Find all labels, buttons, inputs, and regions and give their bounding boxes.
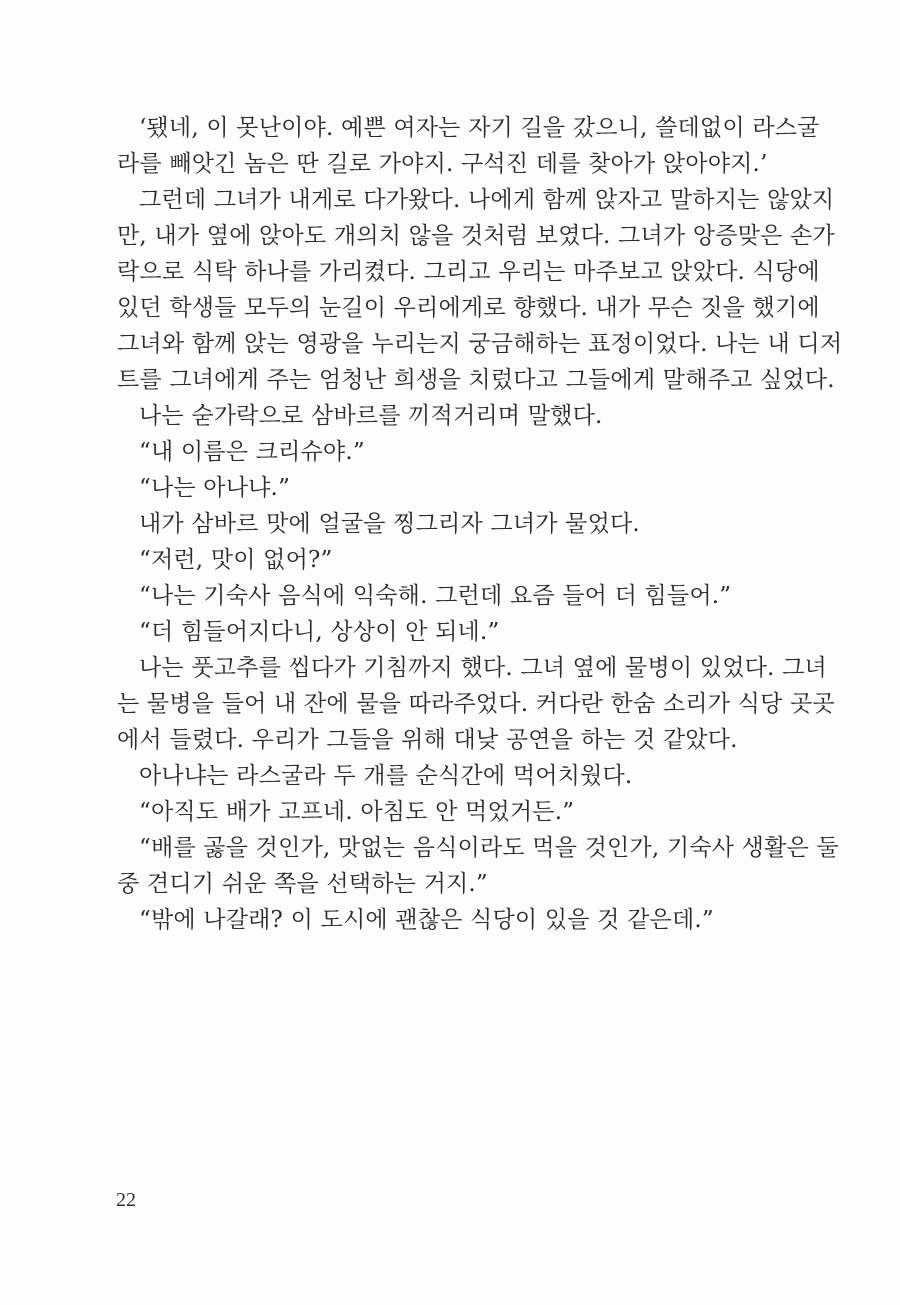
text-line: “저런, 맛이 없어?” [139, 547, 333, 573]
text-line: 그런데 그녀가 내게로 다가왔다. 나에게 함께 앉자고 말하지는 않았지 [139, 187, 835, 213]
text-line: 있던 학생들 모두의 눈길이 우리에게로 향했다. 내가 무슨 짓을 했기에 [117, 295, 820, 321]
text-line: 중 견디기 쉬운 쪽을 선택하는 거지.” [117, 871, 488, 897]
text-line: “밖에 나갈래? 이 도시에 괜찮은 식당이 있을 것 같은데.” [139, 907, 714, 933]
text-line: ‘됐네, 이 못난이야. 예쁜 여자는 자기 길을 갔으니, 쓸데없이 라스굴 [139, 115, 820, 141]
text-line: “나는 아나냐.” [139, 475, 291, 501]
text-line: 락으로 식탁 하나를 가리켰다. 그리고 우리는 마주보고 앉았다. 식당에 [117, 259, 820, 285]
text-line: “배를 곯을 것인가, 맛없는 음식이라도 먹을 것인가, 기숙사 생활은 둘 [139, 835, 839, 861]
text-line: “더 힘들어지다니, 상상이 안 되네.” [139, 619, 500, 645]
text-line: 라를 빼앗긴 놈은 딴 길로 가야지. 구석진 데를 찾아가 앉아야지.’ [117, 151, 768, 177]
text-line: 나는 풋고추를 씹다가 기침까지 했다. 그녀 옆에 물병이 있었다. 그녀 [139, 655, 827, 681]
text-line: 아나냐는 라스굴라 두 개를 순식간에 먹어치웠다. [139, 763, 633, 789]
text-line: 는 물병을 들어 내 잔에 물을 따라주었다. 커다란 한숨 소리가 식당 곳곳 [117, 691, 835, 717]
text-line: “내 이름은 크리슈야.” [139, 439, 365, 465]
text-line: 나는 숟가락으로 삼바르를 끼적거리며 말했다. [139, 403, 603, 429]
text-line: 내가 삼바르 맛에 얼굴을 찡그리자 그녀가 물었다. [139, 511, 640, 537]
text-line: 그녀와 함께 앉는 영광을 누리는지 궁금해하는 표정이었다. 나는 내 디저 [117, 331, 843, 357]
page-number: 22 [116, 1189, 136, 1211]
text-line: 트를 그녀에게 주는 엄청난 희생을 치렀다고 그들에게 말해주고 싶었다. [117, 367, 835, 393]
text-line: 만, 내가 옆에 앉아도 개의치 않을 것처럼 보였다. 그녀가 앙증맞은 손가 [117, 223, 835, 249]
body-text [117, 110, 843, 938]
text-line: 에서 들렸다. 우리가 그들을 위해 대낮 공연을 하는 것 같았다. [117, 727, 738, 753]
text-line: “나는 기숙사 음식에 익숙해. 그런데 요즘 들어 더 힘들어.” [139, 583, 732, 609]
text-line: “아직도 배가 고프네. 아침도 안 먹었거든.” [139, 799, 575, 825]
